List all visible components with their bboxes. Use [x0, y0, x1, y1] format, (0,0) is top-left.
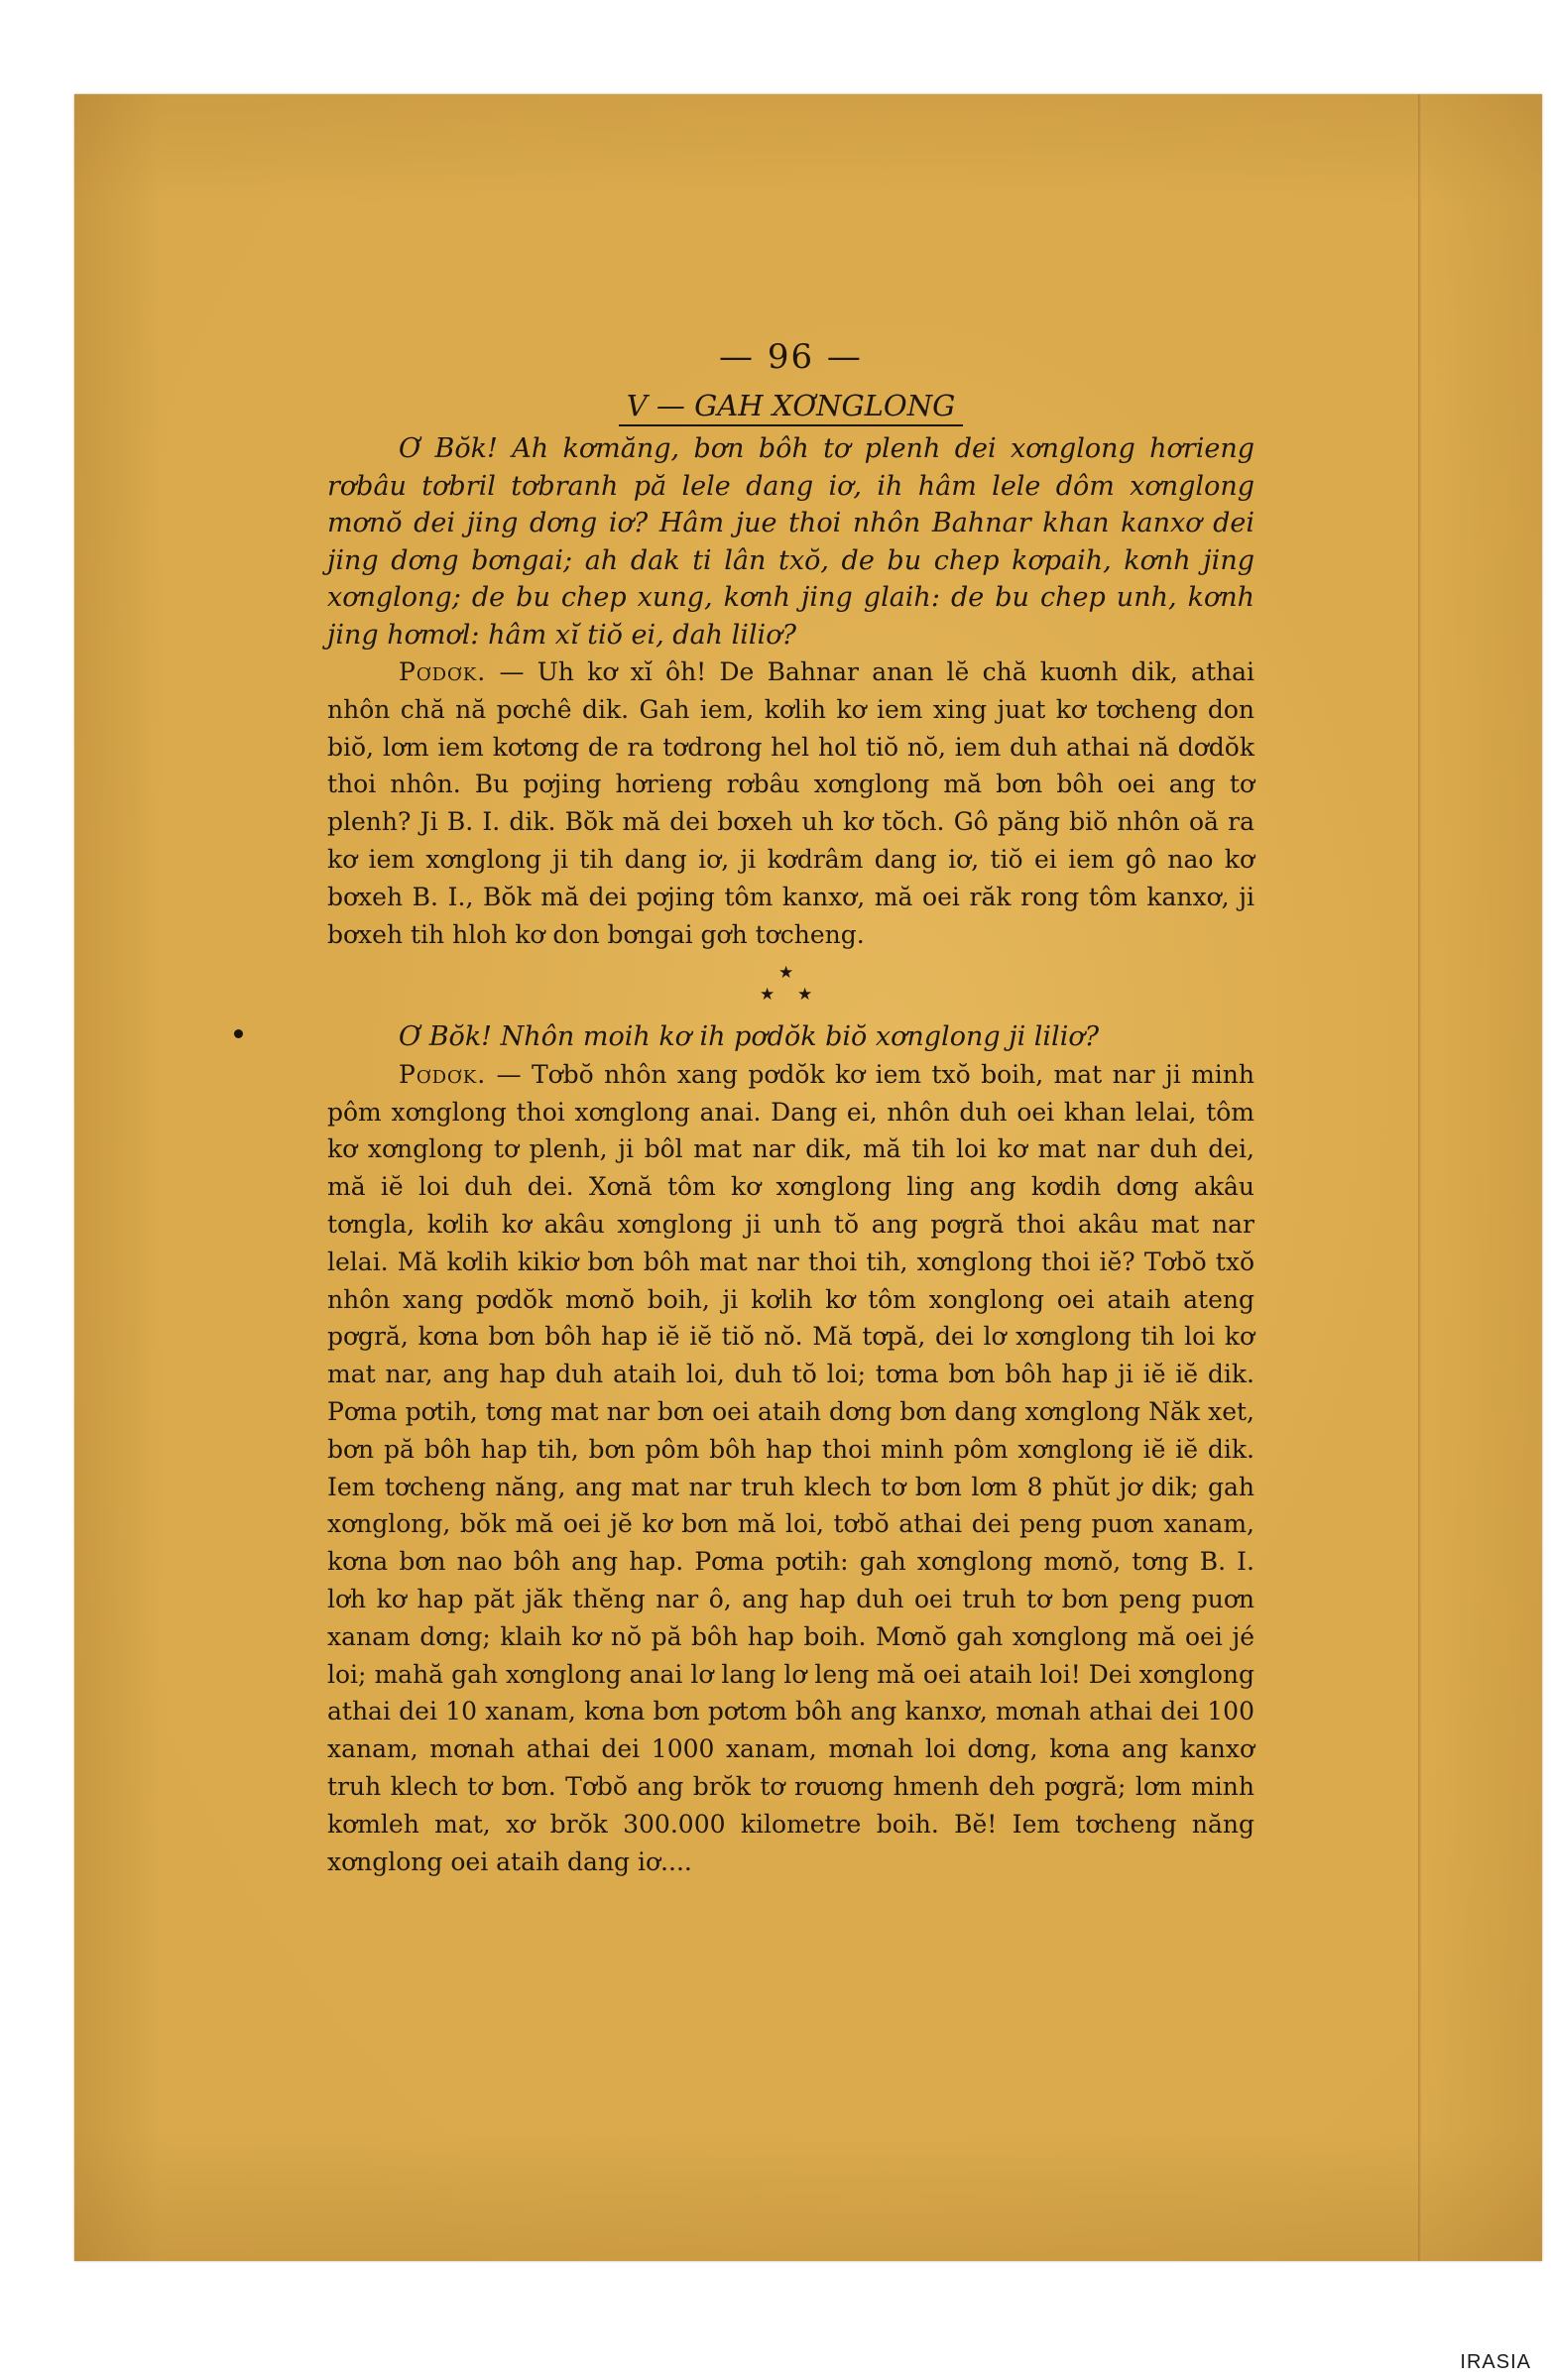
answer-1	[327, 654, 1254, 953]
ink-dot	[234, 1029, 243, 1038]
question-2: Ơ Bŏk! Nhôn moih kơ ih pơdŏk biŏ xơnglong ji liliơ?	[399, 1021, 1100, 1053]
page-number: — 96 —	[719, 337, 863, 377]
watermark: IRASIA	[1460, 2351, 1531, 2373]
answer-2-speaker: Pơdơk.	[399, 1059, 487, 1089]
section-separator	[327, 957, 1254, 1018]
section-title-text: V — GAH XƠNGLONG	[619, 389, 964, 426]
answer-2-text: — Tơbŏ nhôn xang pơdŏk kơ iem txŏ boih, mat nar ji minh pôm xơnglong thoi xơnglong anai. Dang ei, nhôn duh oei khan lelai, tôm kơ xơnglong tơ plenh, ji bôl mat nar dik, mă tih loi kơ mat nar duh dei, mă iĕ loi duh dei. Xơnă tôm kơ xơnglong ling ang kơdih dơng akâu tơngla, kơlih kơ akâu xơnglong ji unh tŏ ang pơgră thoi akâu mat nar lelai. Mă kơlih kikiơ bơn bôh mat nar thoi tih, xơnglong thoi iĕ? Tơbŏ txŏ nhôn xang pơdŏk mơnŏ boih, ji kơlih kơ tôm xonglong oei ataih ateng pơgră, kơna bơn bôh hap iĕ iĕ tiŏ nŏ. Mă tơpă, dei lơ xơnglong tih loi kơ mat nar, ang hap duh ataih loi, duh tŏ loi; tơma bơn bôh hap ji iĕ iĕ dik. Pơma pơtih, tơng mat nar bơn oei ataih dơng bơn dang xơnglong Năk xet, bơn pă bôh hap tih, bơn pôm bôh hap thoi minh pôm xơnglong iĕ iĕ dik. Iem tơcheng năng, ang mat nar truh klech tơ bơn lơm 8 phŭt jơ dik; gah xơnglong, bŏk mă oei jĕ kơ bơn mă loi, tơbŏ athai dei peng puơn xanam, kơna bơn nao bôh ang hap. Pơma pơtih: gah xơnglong mơnŏ, tơng B. I. lơh kơ hap păt jăk thĕng nar ô, ang hap duh oei truh tơ bơn peng puơn xanam dơng; klaih kơ nŏ pă bôh hap boih. Mơnŏ gah xơnglong mă oei jé loi; mahă gah xơnglong anai lơ lang lơ leng mă oei ataih loi! Dei xơnglong athai dei 10 xanam, kơna bơn pơtơm bôh ang kanxơ, mơnah athai dei 100 xanam, mơnah athai dei 1000 xanam, mơnah loi dơng, kơna ang kanxơ truh klech tơ bơn. Tơbŏ ang brŏk tơ rơuơng hmenh deh pơgră; lơm minh kơmleh mat, xơ brŏk 300.000 kilometre boih. Bĕ! Iem tơcheng năng xơnglong oei ataih dang iơ....	[327, 1059, 1254, 1876]
asterism-star-icon: ★	[760, 985, 776, 1006]
text-column	[327, 337, 1254, 1880]
answer-2	[327, 1056, 1254, 1881]
page-fold	[1418, 94, 1422, 2261]
answer-1-speaker: Pơdơk.	[399, 657, 487, 686]
question-1: Ơ Bŏk! Ah kơmăng, bơn bôh tơ plenh dei xơnglong hơrieng rơbâu tơbril tơbranh pă lele dang iơ, ih hâm lele dôm xơnglong mơnŏ dei jing dơng iơ? Hâm jue thoi nhôn Bahnar khan kanxơ dei jing dơng bơngai; ah dak ti lân txŏ, de bu chep kơpaih, kơnh jing xơnglong; de bu chep xung, kơnh jing glaih: de bu chep unh, kơnh jing hơmơl: hâm xĭ tiŏ ei, dah liliơ?	[327, 433, 1254, 651]
answer-1-text: — Uh kơ xĭ ôh! De Bahnar anan lĕ chă kuơnh dik, athai nhôn chă nă pơchê dik. Gah iem, kơlih kơ iem xing juat kơ tơcheng don biŏ, lơm iem kơtơng de ra tơdrong hel hol tiŏ nŏ, iem duh athai nă dơdŏk thoi nhôn. Bu pơjing hơrieng rơbâu xơnglong mă bơn bôh oei ang tơ plenh? Ji B. I. dik. Bŏk mă dei bơxeh uh kơ tŏch. Gô păng biŏ nhôn oă ra kơ iem xơnglong ji tih dang iơ, ji kơdrâm dang iơ, tiŏ ei iem gô nao kơ bơxeh B. I., Bŏk mă dei pơjing tôm kanxơ, mă oei răk rong tôm kanxơ, ji bơxeh tih hloh kơ don bơngai gơh tơcheng.	[327, 657, 1254, 949]
asterism-star-icon: ★	[797, 985, 813, 1006]
section-title	[327, 389, 1254, 422]
asterism-star-icon: ★	[778, 963, 794, 984]
